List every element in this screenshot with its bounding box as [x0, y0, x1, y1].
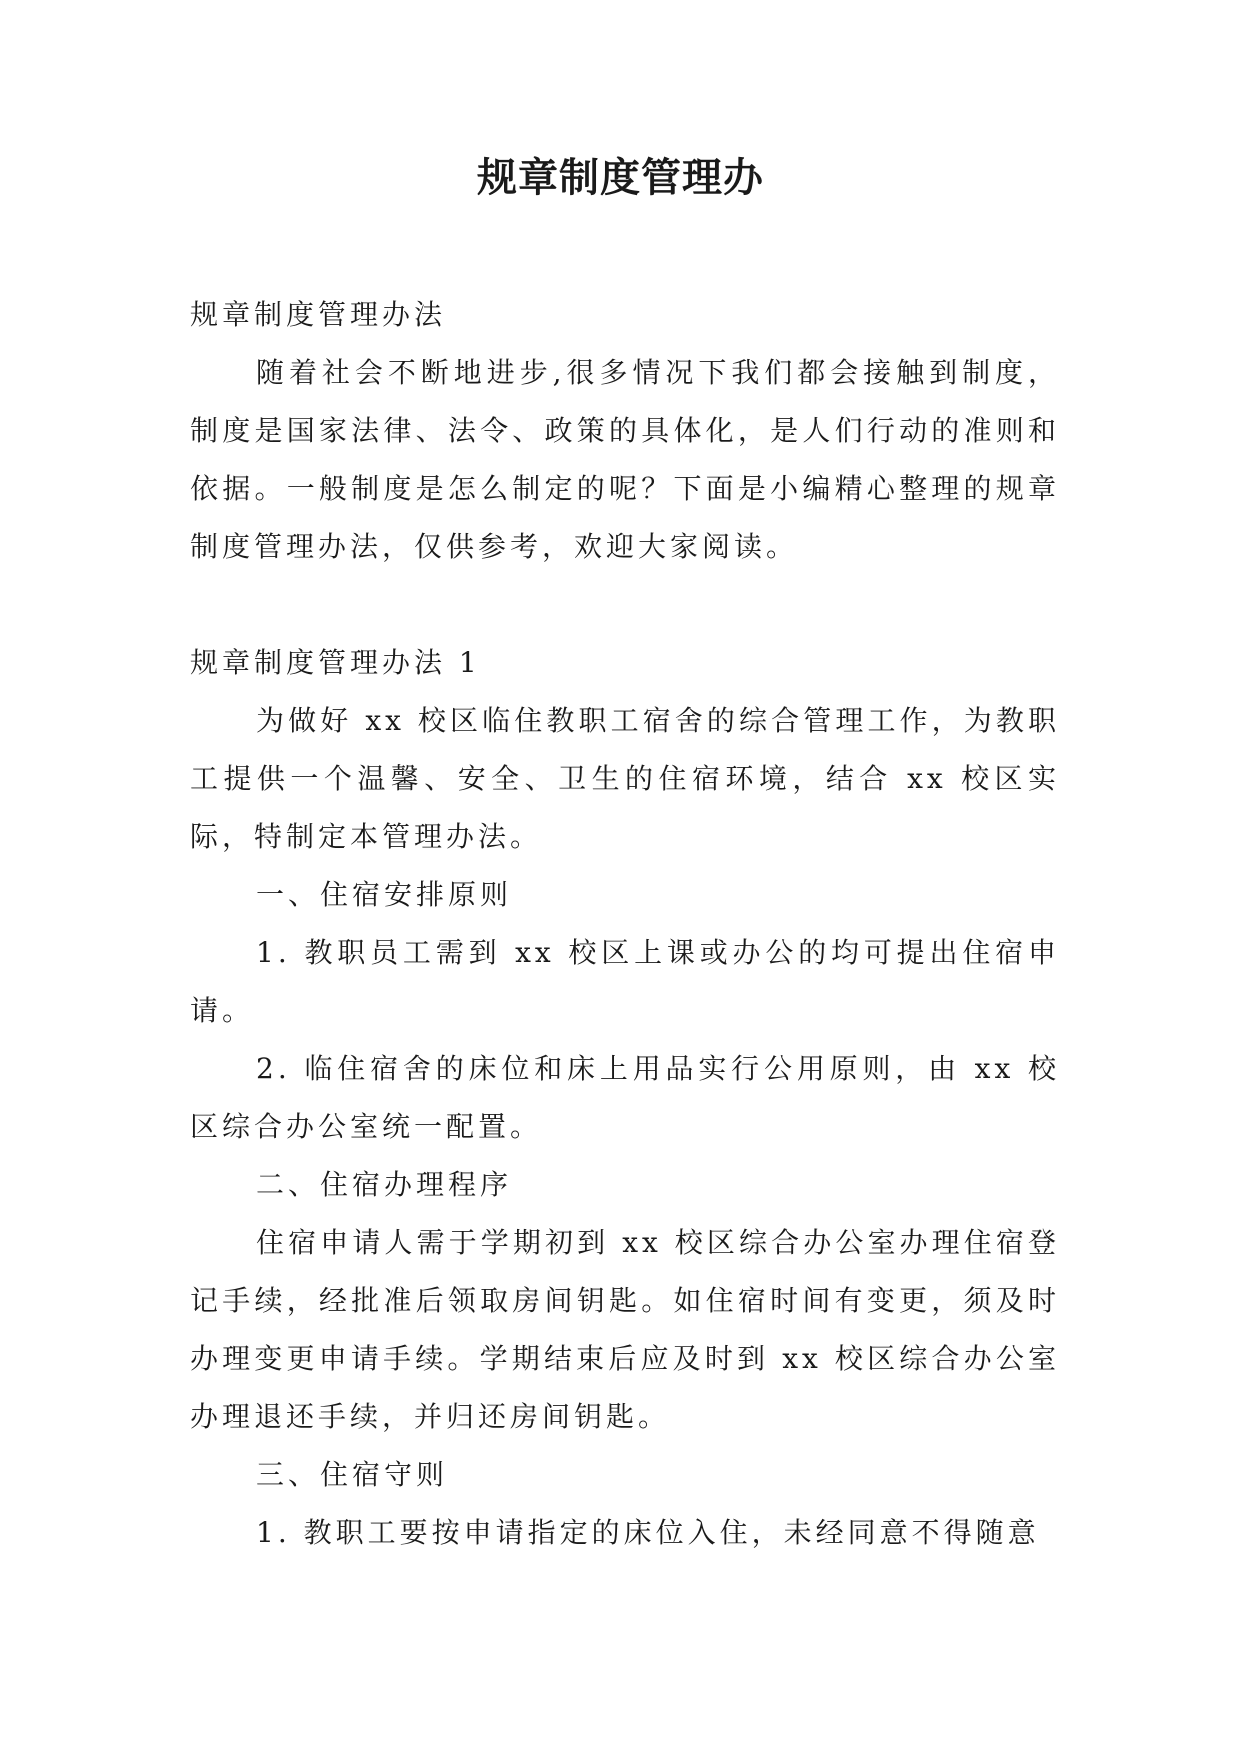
section3-title: 三、住宿守则: [256, 1458, 449, 1491]
page-title: 规章制度管理办: [477, 155, 764, 201]
section3-item-1: 1. 教职工要按申请指定的床位入住，未经同意不得随意: [256, 1516, 1040, 1549]
document-body: [190, 286, 1060, 1562]
intro-paragraph: 随着社会不断地进步,很多情况下我们都会接触到制度，制度是国家法律、法令、政策的具体化，是人们行动的准则和依据。一般制度是怎么制定的呢？下面是小编精心整理的规章制度管理办法，仅供参考，欢迎大家阅读。: [190, 356, 1060, 563]
section2-title: 二、住宿办理程序: [256, 1168, 513, 1201]
part1-heading: 规章制度管理办法 1: [190, 646, 481, 679]
part1-intro-paragraph: 为做好 xx 校区临住教职工宿舍的综合管理工作，为教职工提供一个温馨、安全、卫生的住宿环境，结合 xx 校区实际，特制定本管理办法。: [190, 704, 1060, 853]
section2-paragraph: 住宿申请人需于学期初到 xx 校区综合办公室办理住宿登记手续，经批准后领取房间钥匙。如住宿时间有变更，须及时办理变更申请手续。学期结束后应及时到 xx 校区综合办公室办理退还手续，并归还房间钥匙。: [190, 1226, 1060, 1433]
section1-item-1: 1. 教职员工需到 xx 校区上课或办公的均可提出住宿申请。: [190, 936, 1060, 1027]
intro-heading: 规章制度管理办法: [190, 298, 447, 331]
section1-title: 一、住宿安排原则: [256, 878, 513, 911]
section-spacer: [190, 576, 1060, 634]
section1-item-2: 2. 临住宿舍的床位和床上用品实行公用原则，由 xx 校区综合办公室统一配置。: [190, 1052, 1060, 1143]
